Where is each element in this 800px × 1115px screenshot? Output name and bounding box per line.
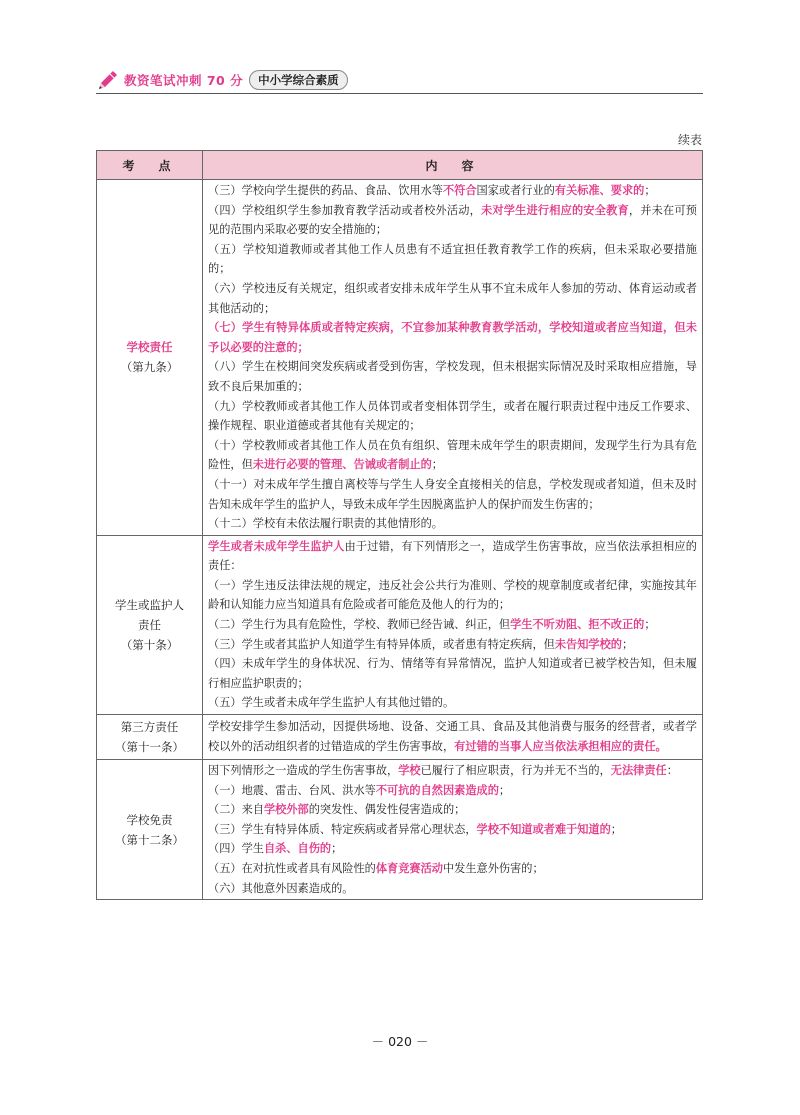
- body-text: ；: [610, 822, 622, 836]
- content-paragraph: [208, 693, 697, 713]
- body-text: ；: [331, 842, 343, 856]
- content-cell: [203, 180, 703, 536]
- highlighted-text: 未告知学校的: [554, 636, 622, 651]
- topic-text: 学生或监护人: [115, 597, 184, 612]
- content-paragraph: [208, 436, 697, 475]
- body-text: （十二）学校有未依法履行职责的其他情形的。: [208, 517, 443, 531]
- body-text: （八）学生在校期间突发疾病或者受到伤害，学校发现，但未根据实际情况及时采取相应措施，导致不良后果加重的；: [208, 360, 697, 393]
- body-text: 国家或者行业的: [476, 184, 555, 197]
- table-row: [97, 715, 703, 760]
- content-cell: [203, 715, 703, 760]
- topic-text: 学校免责: [126, 812, 173, 827]
- subject-badge: 中小学综合素质: [249, 70, 348, 90]
- highlighted-text: （七）学生有特异体质或者特定疾病，不宜参加某种教育教学活动，学校知道或者应当知道，但未予以必要的注意的；: [208, 320, 697, 354]
- body-text: （四）学生: [208, 842, 264, 856]
- content-paragraph: [208, 181, 697, 201]
- content-paragraph: [208, 859, 697, 879]
- content-paragraph: [208, 879, 697, 899]
- body-text: （五）在对抗性或者具有风险性的: [208, 862, 376, 875]
- topic-cell: [97, 180, 203, 536]
- content-paragraph: [208, 475, 697, 514]
- body-text: ；: [644, 184, 656, 197]
- body-text: （一）学生违反法律法规的规定，违反社会公共行为准则、学校的规章制度或者纪律，实施按其年龄和认知能力应当知道具有危险或者可能危及他人的行为的；: [208, 578, 697, 612]
- highlighted-text: 学生不听劝阻、拒不改正的: [510, 617, 645, 632]
- pencil-icon: [96, 68, 120, 92]
- column-header-content: 内 容: [203, 151, 703, 180]
- header-divider: [96, 93, 703, 94]
- content-paragraph: [208, 514, 697, 534]
- body-text: （三）学生或者其监护人知道学生有特异体质，或者患有特定疾病，但: [208, 637, 555, 651]
- body-text: 学校安排学生参加活动，因提供场地、设备、交通工具、食品及其他消费与服务的经营者，或者学校以外的活动组织者的过错造成的学生伤害事故，: [208, 720, 697, 754]
- topic-text: （第九条）: [120, 360, 179, 375]
- content-paragraph: [208, 800, 697, 820]
- topic-cell: [97, 715, 203, 760]
- content-cell: [203, 535, 703, 714]
- body-text: （四）未成年学生的身体状况、行为、情绪等有异常情况，监护人知道或者已被学校告知，但未履行相应监护职责的；: [208, 657, 697, 690]
- content-paragraph: [208, 201, 697, 240]
- content-paragraph: [208, 318, 697, 357]
- body-text: （六）学校违反有关规定，组织或者安排未成年学生从事不宜未成年人参加的劳动、体育运动或者其他活动的；: [208, 281, 697, 315]
- body-text: （五）学校知道教师或者其他工作人员患有不适宜担任教育教学工作的疾病，但未采取必要措施的；: [208, 242, 697, 276]
- body-text: ；: [621, 637, 634, 651]
- topic-text: 学校责任: [126, 340, 173, 355]
- table-body: [97, 180, 703, 900]
- body-text: ；: [644, 618, 656, 632]
- body-text: （十一）对未成年学生擅自离校等与学生人身安全直接相关的信息，学校发现或者知道，但未及时告知未成年学生的监护人，导致未成年学生因脱离监护人的保护而发生伤害的；: [208, 477, 697, 511]
- table-row: [97, 180, 703, 536]
- body-text: ；: [431, 458, 443, 472]
- column-header-topic: 考 点: [97, 151, 203, 180]
- page-number: － 020 －: [371, 1034, 429, 1049]
- table-row: [97, 760, 703, 900]
- book-title: 教资笔试冲刺 70 分: [124, 73, 244, 88]
- highlighted-text: 无法律责任: [610, 763, 667, 778]
- body-text: （三）学校向学生提供的药品、食品、饮用水等: [208, 184, 443, 197]
- highlighted-text: 有关标准、要求的: [554, 183, 645, 197]
- content-paragraph: [208, 839, 697, 859]
- highlighted-text: 学校不知道或者难于知道的: [476, 821, 611, 836]
- content-paragraph: [208, 615, 697, 635]
- topic-text: （第十一条）: [115, 740, 184, 755]
- highlighted-text: 未对学生进行相应的安全教育: [481, 202, 629, 217]
- body-text: （二）来自: [208, 803, 264, 817]
- topic-cell: [97, 760, 203, 900]
- highlighted-text: 不可抗的自然因素造成的: [375, 782, 499, 797]
- highlighted-text: 自杀、自伤的: [263, 841, 332, 856]
- content-paragraph: [208, 397, 697, 436]
- topic-cell: [97, 535, 203, 714]
- body-text: ：: [666, 764, 678, 778]
- content-table: [96, 150, 703, 900]
- highlighted-text: 体育竞赛活动: [375, 861, 443, 875]
- content-paragraph: [208, 717, 697, 756]
- continued-label: 续表: [677, 133, 702, 147]
- highlighted-text: 有过错的当事人应当依法承担相应的责任。: [454, 739, 667, 754]
- content-paragraph: [208, 635, 697, 655]
- content-paragraph: [208, 820, 697, 840]
- body-text: （十）学校教师或者其他工作人员在负有组织、管理未成年学生的职责期间，发现学生行为具有危险性，但: [208, 438, 697, 472]
- content-paragraph: [208, 654, 697, 693]
- body-text: （四）学校组织学生参加教育教学活动或者校外活动，: [208, 203, 482, 217]
- highlighted-text: 学校: [398, 763, 421, 778]
- page-header: [96, 66, 703, 94]
- table-header-row: [97, 151, 703, 180]
- body-text: 中发生意外伤害的；: [442, 862, 544, 875]
- highlighted-text: 学生或者未成年学生监护人: [208, 538, 345, 553]
- content-paragraph: [208, 537, 697, 576]
- topic-text: （第十条）: [120, 637, 179, 652]
- topic-text: 责任: [138, 617, 161, 632]
- body-text: （五）学生或者未成年学生监护人有其他过错的。: [208, 696, 455, 710]
- content-cell: [203, 760, 703, 900]
- body-text: 已履行了相应职责，行为并无不当的，: [420, 764, 611, 778]
- body-text: （九）学校教师或者其他工作人员体罚或者变相体罚学生，或者在履行职责过程中违反工作要求、操作规程、职业道德或者其他有关规定的；: [208, 399, 697, 433]
- body-text: ；: [498, 783, 511, 797]
- table-row: [97, 535, 703, 714]
- body-text: 的突发性、偶发性侵害造成的；: [308, 803, 466, 817]
- highlighted-text: 学校外部: [263, 802, 309, 817]
- body-text: （一）地震、雷击、台风、洪水等: [208, 783, 376, 797]
- body-text: （二）学生行为具有危险性，学校、教师已经告诫、纠正，但: [208, 618, 511, 632]
- topic-text: 第三方责任: [120, 720, 179, 735]
- topic-text: （第十二条）: [115, 832, 184, 847]
- content-paragraph: [208, 781, 697, 801]
- body-text: ，并未在可预见的范围内采取必要的安全措施的；: [208, 203, 697, 237]
- body-text: （三）学生有特异体质、特定疾病或者异常心理状态，: [208, 822, 477, 836]
- content-paragraph: [208, 576, 697, 615]
- body-text: 由于过错，有下列情形之一，造成学生伤害事故，应当依法承担相应的责任：: [208, 539, 697, 573]
- content-paragraph: [208, 357, 697, 396]
- body-text: 因下列情形之一造成的学生伤害事故，: [208, 764, 399, 778]
- content-paragraph: [208, 240, 697, 279]
- content-paragraph: [208, 279, 697, 318]
- highlighted-text: 未进行必要的管理、告诫或者制止的: [252, 457, 432, 472]
- highlighted-text: 不符合: [442, 183, 477, 197]
- content-paragraph: [208, 761, 697, 781]
- body-text: （六）其他意外因素造成的。: [208, 881, 354, 895]
